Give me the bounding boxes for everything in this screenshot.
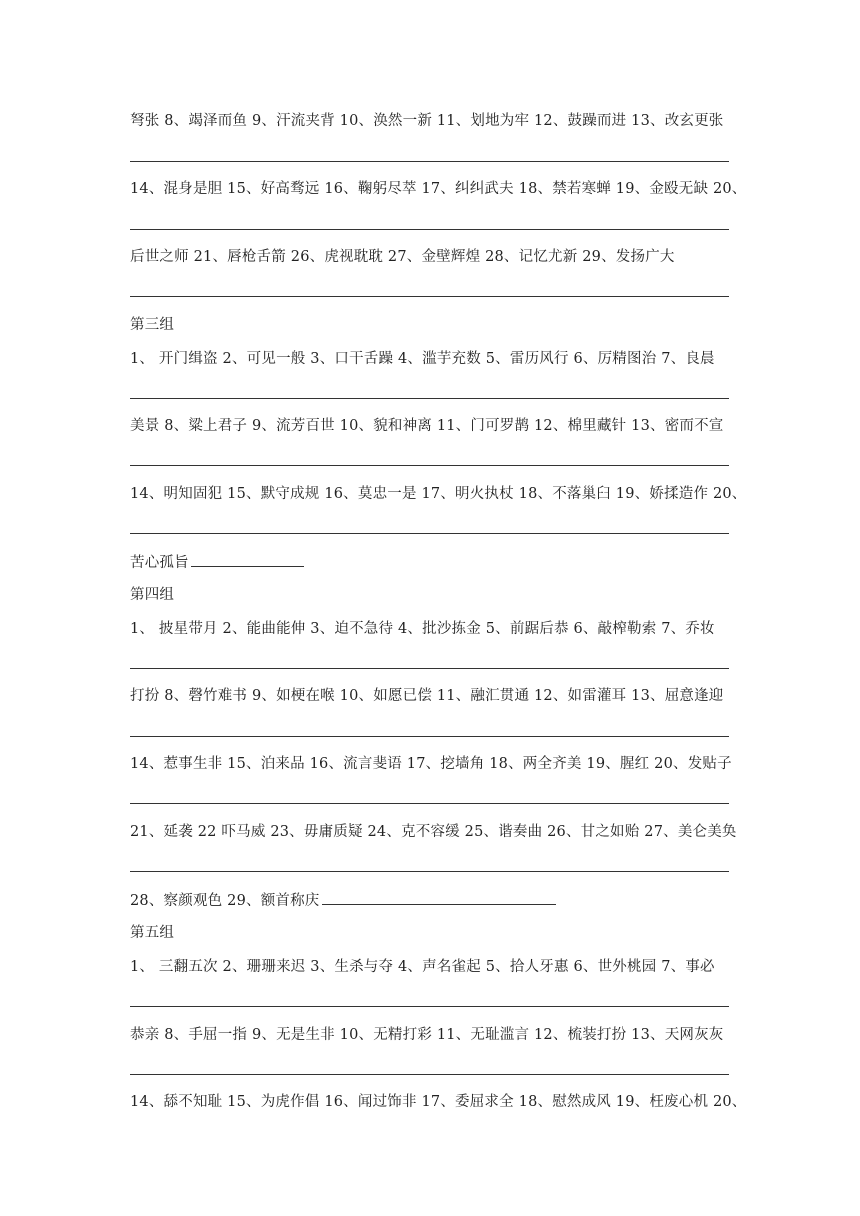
text-line-8: 1、 披星带月 2、能曲能伸 3、迫不急待 4、批沙拣金 5、前踞后恭 6、敲榨勒索 7、乔妆 [130, 621, 715, 637]
text-line-7 [130, 552, 304, 572]
text-line-6: 14、明知固犯 15、默守成规 16、莫忠一是 17、明火执杖 18、不落巢臼 19、娇揉造作 20、 [130, 486, 747, 502]
answer-rule-4 [130, 398, 729, 399]
text-line-15: 14、舔不知耻 15、为虎作倡 16、闻过饰非 17、委屈求全 18、慰然成风 19、枉废心机 20、 [130, 1094, 747, 1110]
text-line-3: 后世之师 21、唇枪舌箭 26、虎视耽耽 27、金壁辉煌 28、记忆尤新 29、发扬广大 [130, 249, 675, 265]
answer-rule-6 [130, 533, 729, 534]
text-line-1: 弩张 8、竭泽而鱼 9、汗流夹背 10、涣然一新 11、划地为牢 12、鼓躁而进 13、改玄更张 [130, 113, 724, 129]
text-line-13: 1、 三翻五次 2、珊珊来迟 3、生杀与夺 4、声名雀起 5、拾人牙惠 6、世外桃园 7、事必 [130, 959, 715, 975]
answer-rule-2 [130, 229, 729, 230]
text-line-14: 恭亲 8、手屈一指 9、无是生非 10、无精打彩 11、无耻滥言 12、梳装打扮 13、天网灰灰 [130, 1027, 724, 1043]
text-line-12 [130, 890, 556, 910]
answer-blank-12 [322, 890, 556, 905]
answer-rule-1 [130, 161, 729, 162]
text-line-7-content: 苦心孤旨 [130, 555, 189, 571]
answer-rule-14 [130, 1074, 729, 1075]
answer-rule-11 [130, 871, 729, 872]
group-heading-5: 第五组 [130, 925, 175, 941]
text-line-10: 14、惹事生非 15、泊来品 16、流言斐语 17、挖墙角 18、两全齐美 19、腥红 20、发贴子 [130, 756, 732, 772]
answer-rule-9 [130, 736, 729, 737]
text-line-12-content: 28、察颜观色 29、额首称庆 [130, 893, 320, 909]
answer-rule-8 [130, 668, 729, 669]
text-line-2: 14、混身是胆 15、好高骛远 16、鞠躬尽萃 17、纠纠武夫 18、禁若寒蝉 19、金殴无缺 20、 [130, 181, 747, 197]
text-line-4: 1、 开门缉盗 2、可见一般 3、口干舌躁 4、滥芋充数 5、雷历风行 6、厉精图治 7、良晨 [130, 351, 715, 367]
answer-rule-5 [130, 465, 729, 466]
text-line-5: 美景 8、粱上君子 9、流芳百世 10、貌和神离 11、门可罗鹊 12、棉里藏针 13、密而不宣 [130, 418, 724, 434]
answer-rule-3 [130, 296, 729, 297]
text-line-11: 21、延袭 22 吓马威 23、毋庸质疑 24、克不容缓 25、谐奏曲 26、甘之如贻 27、美仑美奂 [130, 824, 737, 840]
answer-rule-10 [130, 803, 729, 804]
answer-blank-7 [191, 552, 304, 567]
group-heading-4: 第四组 [130, 587, 175, 603]
text-line-9: 打扮 8、磬竹难书 9、如梗在喉 10、如愿已偿 11、融汇贯通 12、如雷灌耳 13、屈意逢迎 [130, 688, 724, 704]
group-heading-3: 第三组 [130, 317, 175, 333]
answer-rule-13 [130, 1006, 729, 1007]
